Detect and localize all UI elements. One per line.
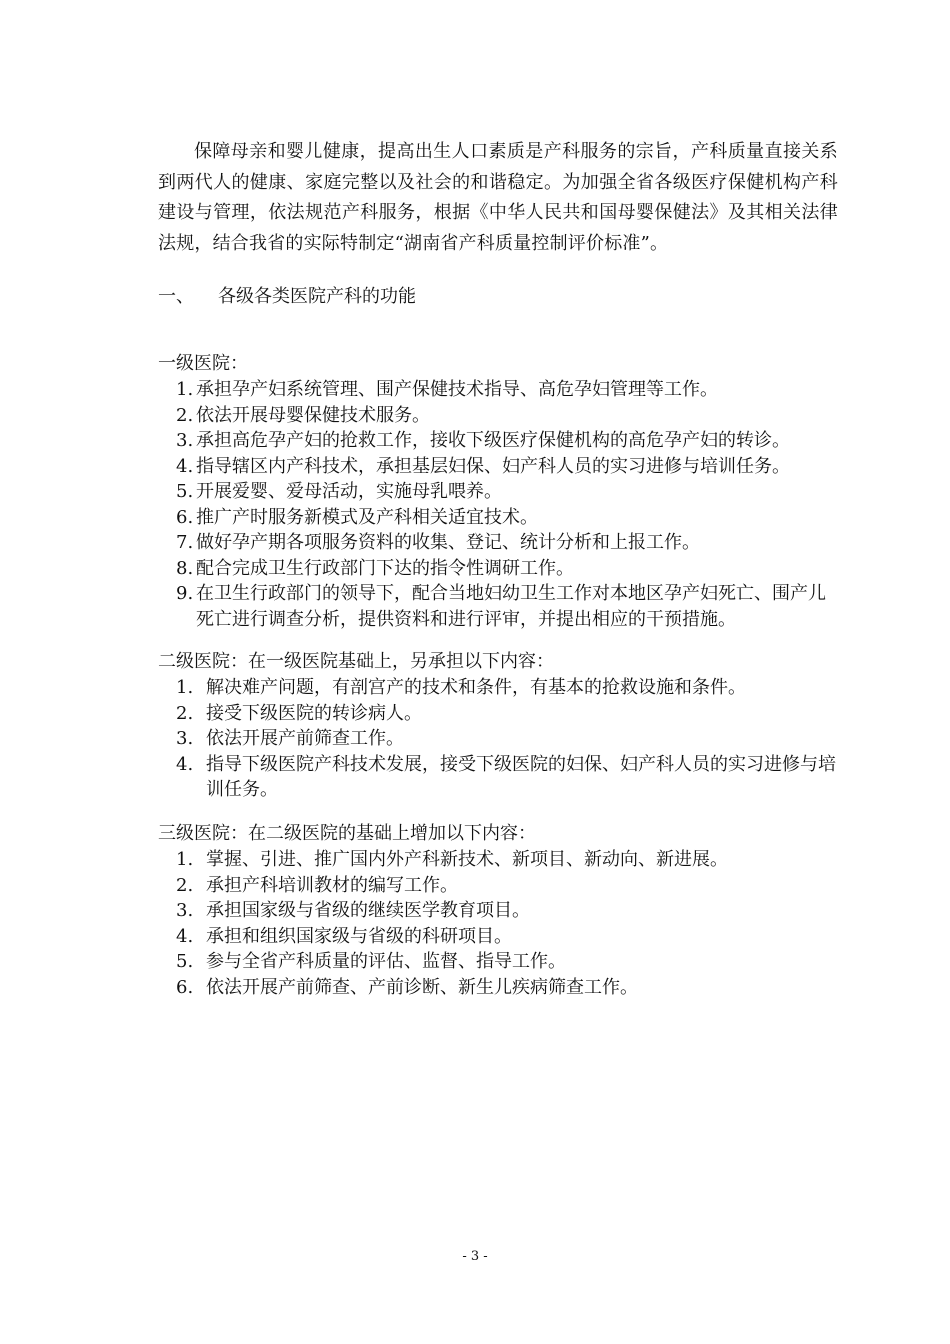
item-number: 4. <box>176 925 194 947</box>
item-number: 6. <box>176 976 194 998</box>
item-text: 依法开展产前筛查、产前诊断、新生儿疾病筛查工作。 <box>206 976 638 998</box>
list-item <box>158 581 838 632</box>
item-text: 配合完成卫生行政部门下达的指令性调研工作。 <box>196 557 574 579</box>
item-number: 8. <box>176 557 194 579</box>
item-number: 3. <box>176 430 194 451</box>
item-text: 做好孕产期各项服务资料的收集、登记、统计分析和上报工作。 <box>196 532 700 553</box>
item-number: 2. <box>176 404 194 426</box>
item-number: 9. <box>176 583 194 604</box>
list-item <box>158 752 838 803</box>
intro-paragraph: 保障母亲和婴儿健康，提高出生人口素质是产科服务的宗旨，产科质量直接关系到两代人的健康、家庭完整以及社会的和谐稳定。为加强全省各级医疗保健机构产科建设与管理，依法规范产科服务，根据《中华人民共和国母婴保健法》及其相关法律法规，结合我省的实际特制定“湖南省产科质量控制评价标准”。 <box>158 141 838 254</box>
item-number: 6. <box>176 506 194 528</box>
list-item <box>158 975 838 1001</box>
item-text: 承担高危孕产妇的抢救工作，接收下级医疗保健机构的高危孕产妇的转诊。 <box>196 430 790 451</box>
list-item <box>158 949 838 975</box>
list-item <box>158 675 838 701</box>
list-item <box>158 847 838 873</box>
section-heading <box>158 284 416 310</box>
list-item <box>158 428 838 454</box>
item-text: 在卫生行政部门的领导下，配合当地妇幼卫生工作对本地区孕产妇死亡、围产儿死亡进行调查分析，提供资料和进行评审，并提出相应的干预措施。 <box>196 583 826 630</box>
list-item <box>158 556 838 582</box>
item-text: 指导下级医院产科技术发展，接受下级医院的妇保、妇产科人员的实习进修与培训任务。 <box>206 753 836 800</box>
section-title: 各级各类医院产科的功能 <box>218 286 416 307</box>
item-number: 7. <box>176 532 194 553</box>
level3-title: 三级医院：在二级医院的基础上增加以下内容： <box>158 823 536 844</box>
level2-title: 二级医院：在一级医院基础上，另承担以下内容： <box>158 651 554 672</box>
list-item <box>158 377 838 403</box>
level1-block <box>158 351 838 632</box>
item-text: 推广产时服务新模式及产科相关适宜技术。 <box>196 506 538 528</box>
list-item <box>158 924 838 950</box>
item-text: 接受下级医院的转诊病人。 <box>206 702 422 724</box>
item-text: 开展爱婴、爱母活动，实施母乳喂养。 <box>196 481 502 502</box>
item-text: 掌握、引进、推广国内外产科新技术、新项目、新动向、新进展。 <box>206 849 728 870</box>
level1-list <box>158 377 838 632</box>
item-number: 1. <box>176 379 194 400</box>
level3-block <box>158 821 838 1000</box>
item-number: 3. <box>176 900 194 921</box>
item-text: 依法开展产前筛查工作。 <box>206 728 404 749</box>
list-item <box>158 898 838 924</box>
item-text: 承担和组织国家级与省级的科研项目。 <box>206 925 512 947</box>
item-number: 4. <box>176 455 194 477</box>
list-item <box>158 873 838 899</box>
level2-list <box>158 675 838 803</box>
item-text: 指导辖区内产科技术，承担基层妇保、妇产科人员的实习进修与培训任务。 <box>196 455 790 477</box>
item-number: 2. <box>176 874 194 896</box>
list-item <box>158 530 838 556</box>
item-text: 解决难产问题，有剖宫产的技术和条件，有基本的抢救设施和条件。 <box>206 677 746 698</box>
item-text: 参与全省产科质量的评估、监督、指导工作。 <box>206 951 566 972</box>
item-number: 2. <box>176 702 194 724</box>
list-item <box>158 454 838 480</box>
list-item <box>158 479 838 505</box>
item-number: 1. <box>176 677 194 698</box>
item-text: 承担国家级与省级的继续医学教育项目。 <box>206 900 530 921</box>
item-text: 承担孕产妇系统管理、围产保健技术指导、高危孕妇管理等工作。 <box>196 379 718 400</box>
level2-block <box>158 649 838 803</box>
item-text: 承担产科培训教材的编写工作。 <box>206 874 458 896</box>
item-number: 5. <box>176 951 194 972</box>
level1-title: 一级医院： <box>158 353 248 374</box>
list-item <box>158 701 838 727</box>
page-number: - 3 - <box>462 1249 488 1264</box>
item-text: 依法开展母婴保健技术服务。 <box>196 404 430 426</box>
level3-list <box>158 847 838 1000</box>
list-item <box>158 505 838 531</box>
list-item <box>158 403 838 429</box>
item-number: 3. <box>176 728 194 749</box>
item-number: 1. <box>176 849 194 870</box>
item-number: 4. <box>176 753 194 775</box>
item-number: 5. <box>176 481 194 502</box>
section-number: 一、 <box>158 286 194 307</box>
list-item <box>158 726 838 752</box>
